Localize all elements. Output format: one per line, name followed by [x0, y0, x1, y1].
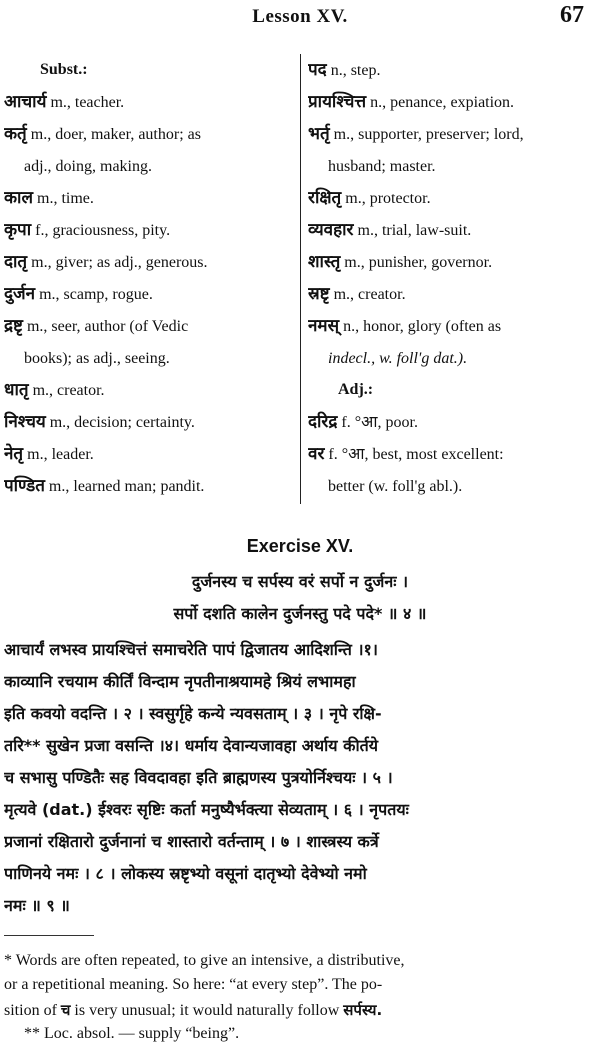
vocab-entry-continued	[4, 342, 294, 374]
vocab-definition: f. °आ, poor.	[341, 414, 418, 431]
vocab-term: काल	[4, 188, 33, 208]
vocab-definition: adj., doing, making.	[24, 158, 152, 175]
vocab-term: शास्तृ	[308, 252, 341, 272]
vocab-term: वर	[308, 444, 325, 464]
vocab-definition: books); as adj., seeing.	[24, 350, 170, 367]
vocab-definition: m., creator.	[32, 382, 105, 399]
vocab-definition: m., protector.	[345, 190, 431, 207]
vocab-entry	[308, 214, 596, 246]
vocab-term: नेतृ	[4, 444, 24, 464]
vocab-entry	[308, 54, 596, 86]
vocab-entry	[308, 278, 596, 310]
substantives-heading: Subst.:	[40, 61, 88, 78]
vocab-definition: m., learned man; pandit.	[48, 478, 205, 495]
exercise-line: इति कवयो वदन्ति । २ । स्वसुर्गृहे कन्ये न्यवसताम् । ३ । नृपे रक्षि-	[4, 704, 382, 723]
vocab-definition: m., creator.	[333, 286, 406, 303]
vocab-entry	[4, 86, 294, 118]
vocab-entry	[308, 310, 596, 342]
vocab-definition: n., honor, glory (often as	[343, 318, 502, 335]
column-divider	[300, 54, 301, 504]
vocab-term: धातृ	[4, 380, 29, 400]
vocab-definition: m., time.	[37, 190, 94, 207]
footnote-line: or a repetitional meaning. So here: “at every step”. The po-	[4, 976, 383, 993]
vocab-definition: n., penance, expiation.	[370, 94, 515, 111]
exercise-title: Exercise XV.	[246, 536, 354, 556]
vocab-entry	[308, 438, 596, 470]
vocab-entry-continued	[308, 470, 596, 502]
vocab-definition: m., leader.	[27, 446, 94, 463]
vocab-entry-continued	[308, 150, 596, 182]
vocab-definition: m., punisher, governor.	[344, 254, 493, 271]
vocab-definition: m., teacher.	[50, 94, 125, 111]
vocab-left-column	[4, 54, 294, 502]
sanskrit-word: सर्पस्य.	[343, 1001, 383, 1019]
vocab-entry	[308, 406, 596, 438]
vocab-term: प्रायश्चित्त	[308, 92, 367, 112]
exercise-line: पाणिनये नमः । ८ । लोकस्य स्रष्टृभ्यो वसूनां दातृभ्यो देवेभ्यो नमो	[4, 864, 367, 883]
vocab-definition: n., step.	[330, 62, 381, 79]
vocab-entry	[4, 406, 294, 438]
footnote-text: sition of	[4, 1002, 57, 1019]
vocab-term: कृपा	[4, 220, 32, 240]
exercise-line: तरि** सुखेन प्रजा वसन्ति ।४। धर्माय देवान्यजावहा अर्थाय कीर्तये	[4, 736, 378, 755]
exercise-line: मृत्यवे (dat.) ईश्वरः सृष्टिः कर्ता मनुष्यैर्भक्त्या सेव्यताम् । ६ । नृपतयः	[4, 800, 409, 819]
vocab-entry	[4, 438, 294, 470]
adjectives-heading: Adj.:	[338, 381, 374, 398]
exercise-line: आचार्यं लभस्व प्रायश्चित्तं समाचरेति पापं द्विजातय आदिशन्ति ।१।	[4, 640, 378, 659]
footnote-line: * Words are often repeated, to give an intensive, a distributive,	[4, 952, 405, 969]
vocab-entry	[308, 118, 596, 150]
vocab-entry	[4, 470, 294, 502]
vocab-term: कर्तृ	[4, 124, 27, 144]
vocab-entry-continued	[308, 342, 596, 374]
page-number: 67	[560, 2, 584, 28]
vocab-entry	[308, 246, 596, 278]
lesson-title: Lesson XV.	[252, 6, 348, 27]
vocab-term: व्यवहार	[308, 220, 354, 240]
vocab-term: आचार्य	[4, 92, 47, 112]
vocab-term: निश्चय	[4, 412, 46, 432]
vocab-definition: m., scamp, rogue.	[39, 286, 153, 303]
vocab-definition: m., doer, maker, author; as	[30, 126, 201, 143]
verse-line: सर्पो दशति कालेन दुर्जनस्तु पदे पदे* ॥ ४ ॥	[173, 604, 427, 623]
vocab-entry	[4, 246, 294, 278]
exercise-line: नमः ॥ ९ ॥	[4, 896, 70, 915]
footnote-text: is very unusual; it would naturally follow	[74, 1002, 340, 1019]
footnote-line: ** Loc. absol. — supply “being”.	[24, 1025, 240, 1042]
vocab-term: नमस्	[308, 316, 340, 336]
vocab-right-column	[308, 54, 596, 502]
sanskrit-word: च	[60, 1001, 71, 1019]
vocab-entry	[4, 118, 294, 150]
vocab-definition: m., trial, law-suit.	[357, 222, 472, 239]
page-header	[0, 2, 600, 30]
vocab-term: स्रष्टृ	[308, 284, 330, 304]
exercise-line: प्रजानां रक्षितारो दुर्जनानां च शास्तारो वर्तन्ताम् । ७ । शास्त्रस्य कर्त्रे	[4, 832, 379, 851]
vocab-definition: m., seer, author (of Vedic	[26, 318, 189, 335]
vocab-definition: f. °आ, best, most excellent:	[328, 446, 504, 463]
vocab-term: रक्षितृ	[308, 188, 342, 208]
vocab-entry	[308, 182, 596, 214]
vocab-term: पद	[308, 60, 327, 80]
vocab-definition: f., graciousness, pity.	[35, 222, 171, 239]
vocab-term: भर्तृ	[308, 124, 330, 144]
footnote-line	[4, 1000, 596, 1020]
vocab-term: द्रष्टृ	[4, 316, 23, 336]
vocab-entry	[4, 374, 294, 406]
vocab-definition: m., decision; certainty.	[49, 414, 195, 431]
vocab-definition: better (w. foll'g abl.).	[328, 478, 463, 495]
exercise-line: काव्यानि रचयाम कीर्तिं विन्दाम नृपतीनाश्रयामहे श्रियं लभामहा	[4, 672, 356, 691]
exercise-line: च सभासु पण्डितैः सह विवदावहा इति ब्राह्मणस्य पुत्रयोर्निश्चयः । ५ ।	[4, 768, 393, 787]
vocab-entry	[4, 214, 294, 246]
vocab-entry	[308, 86, 596, 118]
vocab-term: दातृ	[4, 252, 28, 272]
vocab-entry	[4, 278, 294, 310]
vocab-entry	[4, 310, 294, 342]
vocab-definition: indecl., w. foll'g dat.).	[328, 350, 468, 367]
vocab-definition: husband; master.	[328, 158, 436, 175]
vocab-entry-continued	[4, 150, 294, 182]
vocab-entry	[4, 182, 294, 214]
vocab-definition: m., supporter, preserver; lord,	[333, 126, 524, 143]
vocab-definition: m., giver; as adj., generous.	[31, 254, 208, 271]
vocab-term: दुर्जन	[4, 284, 36, 304]
vocab-term: दरिद्र	[308, 412, 338, 432]
vocab-term: पण्डित	[4, 476, 45, 496]
verse-line: दुर्जनस्य च सर्पस्य वरं सर्पो न दुर्जनः ।	[191, 572, 409, 591]
footnote-rule	[4, 935, 94, 936]
